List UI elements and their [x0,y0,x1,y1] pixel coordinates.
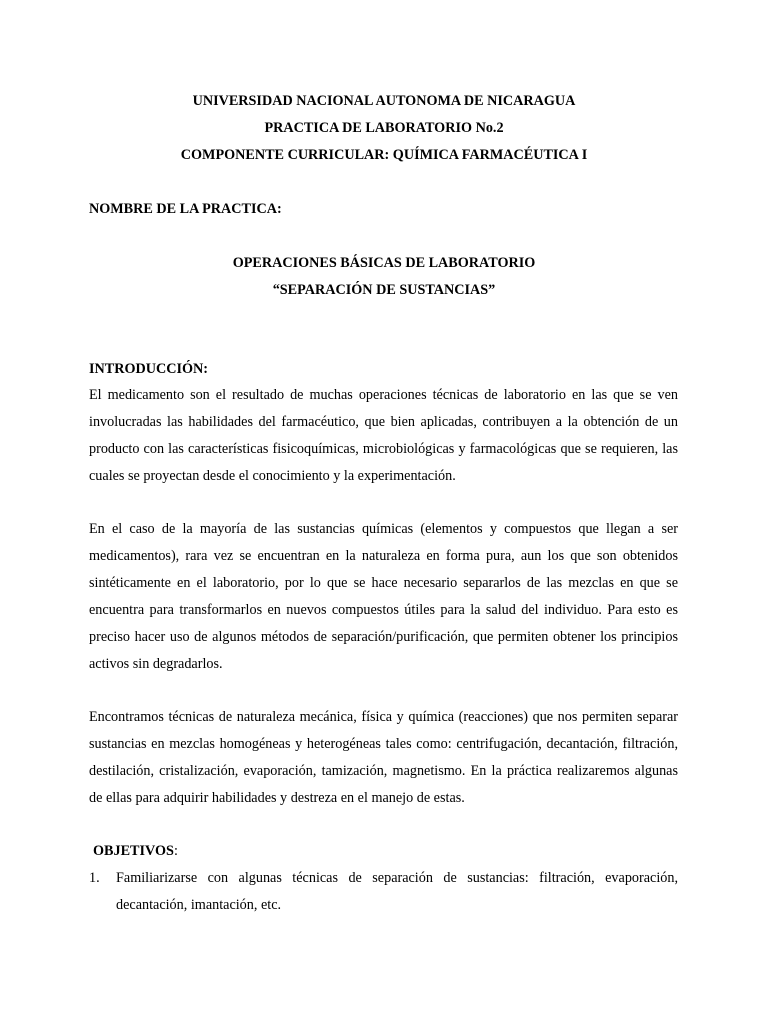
introduction-heading: INTRODUCCIÓN: [89,361,209,377]
objectives-heading-colon: : [173,843,178,859]
intro-paragraph-1: El medicamento son el resultado de muchas operaciones técnicas de laboratorio en las que se ven involucradas las habilidades del farmacéutico, que bien aplicadas, contribuyen a la obtención de un producto con las características fisicoquímicas, microbiológicas y farmacológicas que se requieren, las cuales se proyectan desde el conocimiento y la experimentación. [89,387,678,484]
practice-title-line2: “SEPARACIÓN DE SUSTANCIAS” [272,282,496,298]
practice-title-line1: OPERACIONES BÁSICAS DE LABORATORIO [232,255,536,271]
objective-text: Familiarizarse con algunas técnicas de separación de sustancias: filtración, evaporación, decantación, imantación, etc. [116,870,678,913]
lab-practice-number: PRACTICA DE LABORATORIO No.2 [264,120,504,136]
objective-number: 1. [89,870,100,886]
list-item [89,865,678,919]
university-name: UNIVERSIDAD NACIONAL AUTONOMA DE NICARAGUA [192,93,576,109]
curricular-component: COMPONENTE CURRICULAR: QUÍMICA FARMACÉUTICA I [180,147,588,163]
intro-paragraph-3: Encontramos técnicas de naturaleza mecánica, física y química (reacciones) que nos permiten separar sustancias en mezclas homogéneas y heterogéneas tales como: centrifugación, decantación, filtración, destilación, cristalización, evaporación, tamización, magnetismo. En la práctica realizaremos algunas de ellas para adquirir habilidades y destreza en el manejo de estas. [89,709,678,806]
objectives-heading [93,843,178,860]
objectives-heading-text: OBJETIVOS [93,843,174,859]
practice-name-label: NOMBRE DE LA PRACTICA: [89,201,282,217]
intro-paragraph-2: En el caso de la mayoría de las sustancias químicas (elementos y compuestos que llegan a ser medicamentos), rara vez se encuentran en la naturaleza en forma pura, aun los que son obtenidos sintéticamente en el laboratorio, por lo que se hace necesario separarlos de las mezclas en que se encuentra para transformarlos en nuevos compuestos útiles para la salud del individuo. Para esto es preciso hacer uso de algunos métodos de separación/purificación, que permiten obtener los principios activos sin degradarlos. [89,521,678,672]
